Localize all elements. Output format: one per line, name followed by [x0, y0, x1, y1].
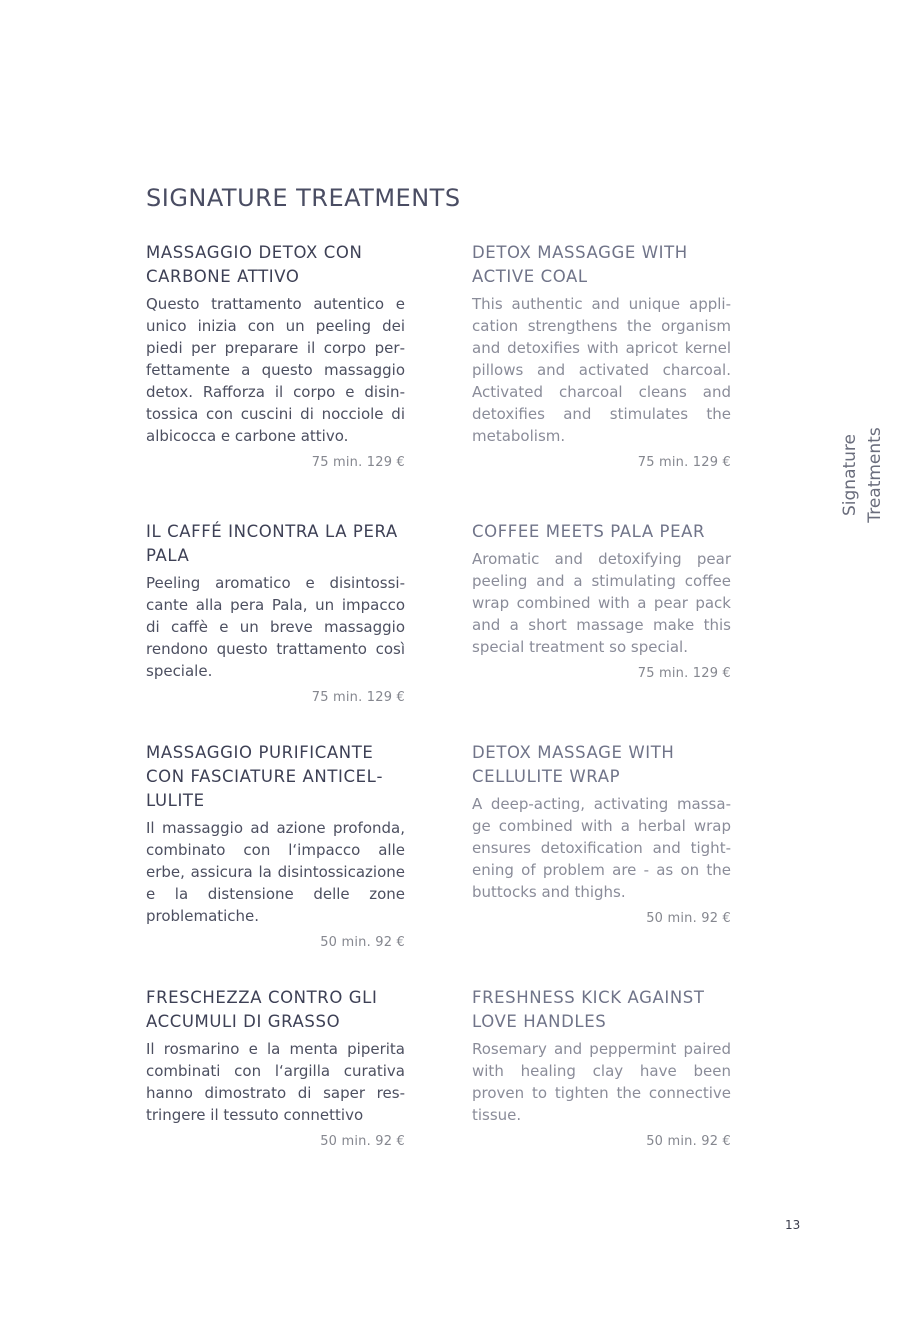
page-number: 13 — [785, 1218, 801, 1232]
treatment-description: Il massaggio ad azione profonda, combinato con l‘impacco alle erbe, assicura la disintossicazione e la distensione delle zone problematiche. — [146, 819, 405, 925]
treatment-price: 50 min. 92 € — [646, 1134, 731, 1149]
treatment-title: DETOX MASSAGGE WITH ACTIVE COAL — [472, 243, 688, 286]
treatment-price: 75 min. 129 € — [311, 455, 405, 470]
treatment-it-4 — [146, 986, 405, 1149]
treatment-description: Peeling aromatico e disintossicante alla pera Pala, un impacco di caffè e un breve massaggio rendono questo trattamento così speciale. — [146, 574, 405, 680]
treatment-it-2 — [146, 520, 405, 705]
treatment-en-4 — [472, 986, 731, 1149]
treatment-price: 75 min. 129 € — [311, 690, 405, 705]
treatment-title: MASSAGGIO PURIFICANTE CON FASCIATURE ANTICELLULITE — [146, 743, 383, 810]
treatment-en-1 — [472, 241, 731, 470]
treatment-title: COFFEE MEETS PALA PEAR — [472, 522, 706, 541]
treatment-price: 75 min. 129 € — [637, 666, 731, 681]
treatment-description: Il rosmarino e la menta piperita combinati con l‘argilla curativa hanno dimostrato di saper restringere il tessuto connettivo — [146, 1040, 405, 1124]
treatment-description: Rosemary and peppermint paired with healing clay have been proven to tighten the connective tissue. — [472, 1040, 731, 1124]
treatment-title: IL CAFFÉ INCONTRA LA PERA PALA — [146, 522, 398, 565]
treatment-it-1 — [146, 241, 405, 470]
treatment-en-3 — [472, 741, 731, 926]
treatment-title: DETOX MASSAGE WITH CELLULITE WRAP — [472, 743, 675, 786]
treatment-it-3 — [146, 741, 405, 950]
treatment-description: Questo trattamento autentico e unico inizia con un peeling dei piedi per preparare il corpo perfettamente a questo massaggio detox. Rafforza il corpo e disintossica con cuscini di nocciole di albicocca e carbone attivo. — [146, 295, 405, 445]
treatment-en-2 — [472, 520, 731, 681]
side-label-line-2: Treatments — [865, 427, 885, 523]
treatment-price: 75 min. 129 € — [637, 455, 731, 470]
treatment-price: 50 min. 92 € — [646, 911, 731, 926]
treatment-price: 50 min. 92 € — [320, 1134, 405, 1149]
treatment-description: A deep-acting, activating massage combined with a herbal wrap ensures detoxification and tightening of problem are - as on the buttocks and thighs. — [472, 795, 731, 901]
treatment-title: MASSAGGIO DETOX CON CARBONE ATTIVO — [146, 243, 363, 286]
treatment-description: Aromatic and detoxifying pear peeling and a stimulating coffee wrap combined with a pear pack and a short massage make this special treatment so special. — [472, 550, 731, 656]
page-title: SIGNATURE TREATMENTS — [146, 184, 461, 212]
side-label-line-1: Signature — [840, 434, 860, 517]
treatment-title: FRESCHEZZA CONTRO GLI ACCUMULI DI GRASSO — [146, 988, 378, 1031]
treatment-price: 50 min. 92 € — [320, 935, 405, 950]
treatment-title: FRESHNESS KICK AGAINST LOVE HANDLES — [472, 988, 705, 1031]
side-section-label — [838, 420, 898, 530]
treatment-description: This authentic and unique application strengthens the organism and detoxifies with apricot kernel pillows and activated charcoal. Activated charcoal cleans and detoxifies and stimulates the metabolism. — [472, 295, 731, 445]
